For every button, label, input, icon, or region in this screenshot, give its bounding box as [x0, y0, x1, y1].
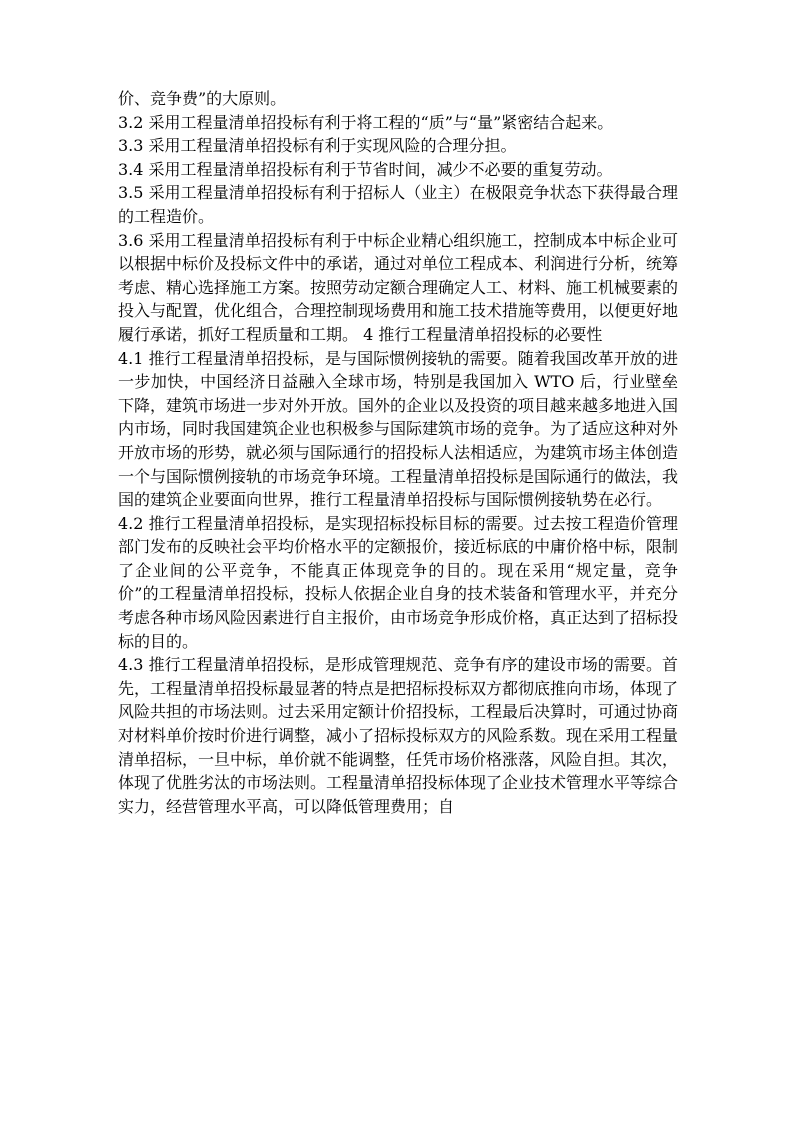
paragraph-3-6: 3.6 采用工程量清单招投标有利于中标企业精心组织施工，控制成本中标企业可以根据中标价及投标文件中的承诺，通过对单位工程成本、利润进行分析，统筹考虑、精心选择施工方案。按照劳动定额合理确定人工、材料、施工机械要素的投入与配置，优化组合，合理控制现场费用和施工技术措施等费用，以便更好地履行承诺，抓好工程质量和工期。 4 推行工程量清单招投标的必要性 [118, 230, 679, 344]
paragraph-3-5: 3.5 采用工程量清单招投标有利于招标人（业主）在极限竞争状态下获得最合理的工程造价。 [118, 183, 678, 226]
paragraph-3-4: 3.4 采用工程量清单招投标有利于节省时间，减少不必要的重复劳动。 [118, 159, 613, 179]
paragraph-4-1: 4.1 推行工程量清单招投标，是与国际惯例接轨的需要。随着我国改革开放的进一步加快，中国经济日益融入全球市场，特别是我国加入 WTO 后，行业壁垒下降，建筑市场进一步对外开放。国外的企业以及投资的项目越来越多地进入国内市场，同时我国建筑企业也积极参与国际建筑市场的竞争。为了适应这种对外开放市场的形势，就必须与国际通行的招投标人法相适应，为建筑市场主体创造一个与国际惯例接轨的市场竞争环境。工程量清单招投标是国际通行的做法，我国的建筑企业要面向世界，推行工程量清单招投标与国际惯例接轨势在必行。 [118, 348, 679, 510]
paragraph-4-2: 4.2 推行工程量清单招投标，是实现招标投标目标的需要。过去按工程造价管理部门发布的反映社会平均价格水平的定额报价，接近标底的中庸价格中标，限制了企业间的公平竞争，不能真正体现竞争的目的。现在采用“规定量，竞争价”的工程量清单招投标，投标人依据企业自身的技术装备和管理水平，并充分考虑各种市场风险因素进行自主报价，由市场竞争形成价格，真正达到了招标投标的目的。 [118, 513, 679, 651]
paragraph-4-3: 4.3 推行工程量清单招投标，是形成管理规范、竞争有序的建设市场的需要。首先，工程量清单招投标最显著的特点是把招标投标双方都彻底推向市场，体现了风险共担的市场法则。过去采用定额计价招投标，工程最后决算时，可通过协商对材料单价按时价进行调整，减小了招标投标双方的风险系数。现在采用工程量清单招标，一旦中标，单价就不能调整，任凭市场价格涨落，风险自担。其次，体现了优胜劣汰的市场法则。工程量清单招投标体现了企业技术管理水平等综合实力，经营管理水平高，可以降低管理费用；自 [118, 655, 679, 816]
paragraph-3-2: 3.2 采用工程量清单招投标有利于将工程的“质”与“量”紧密结合起来。 [118, 112, 614, 132]
document-body [118, 87, 678, 818]
paragraph-3-3: 3.3 采用工程量清单招投标有利于实现风险的合理分担。 [118, 136, 517, 156]
paragraph-continuation: 价、竞争费”的大原则。 [118, 89, 287, 108]
